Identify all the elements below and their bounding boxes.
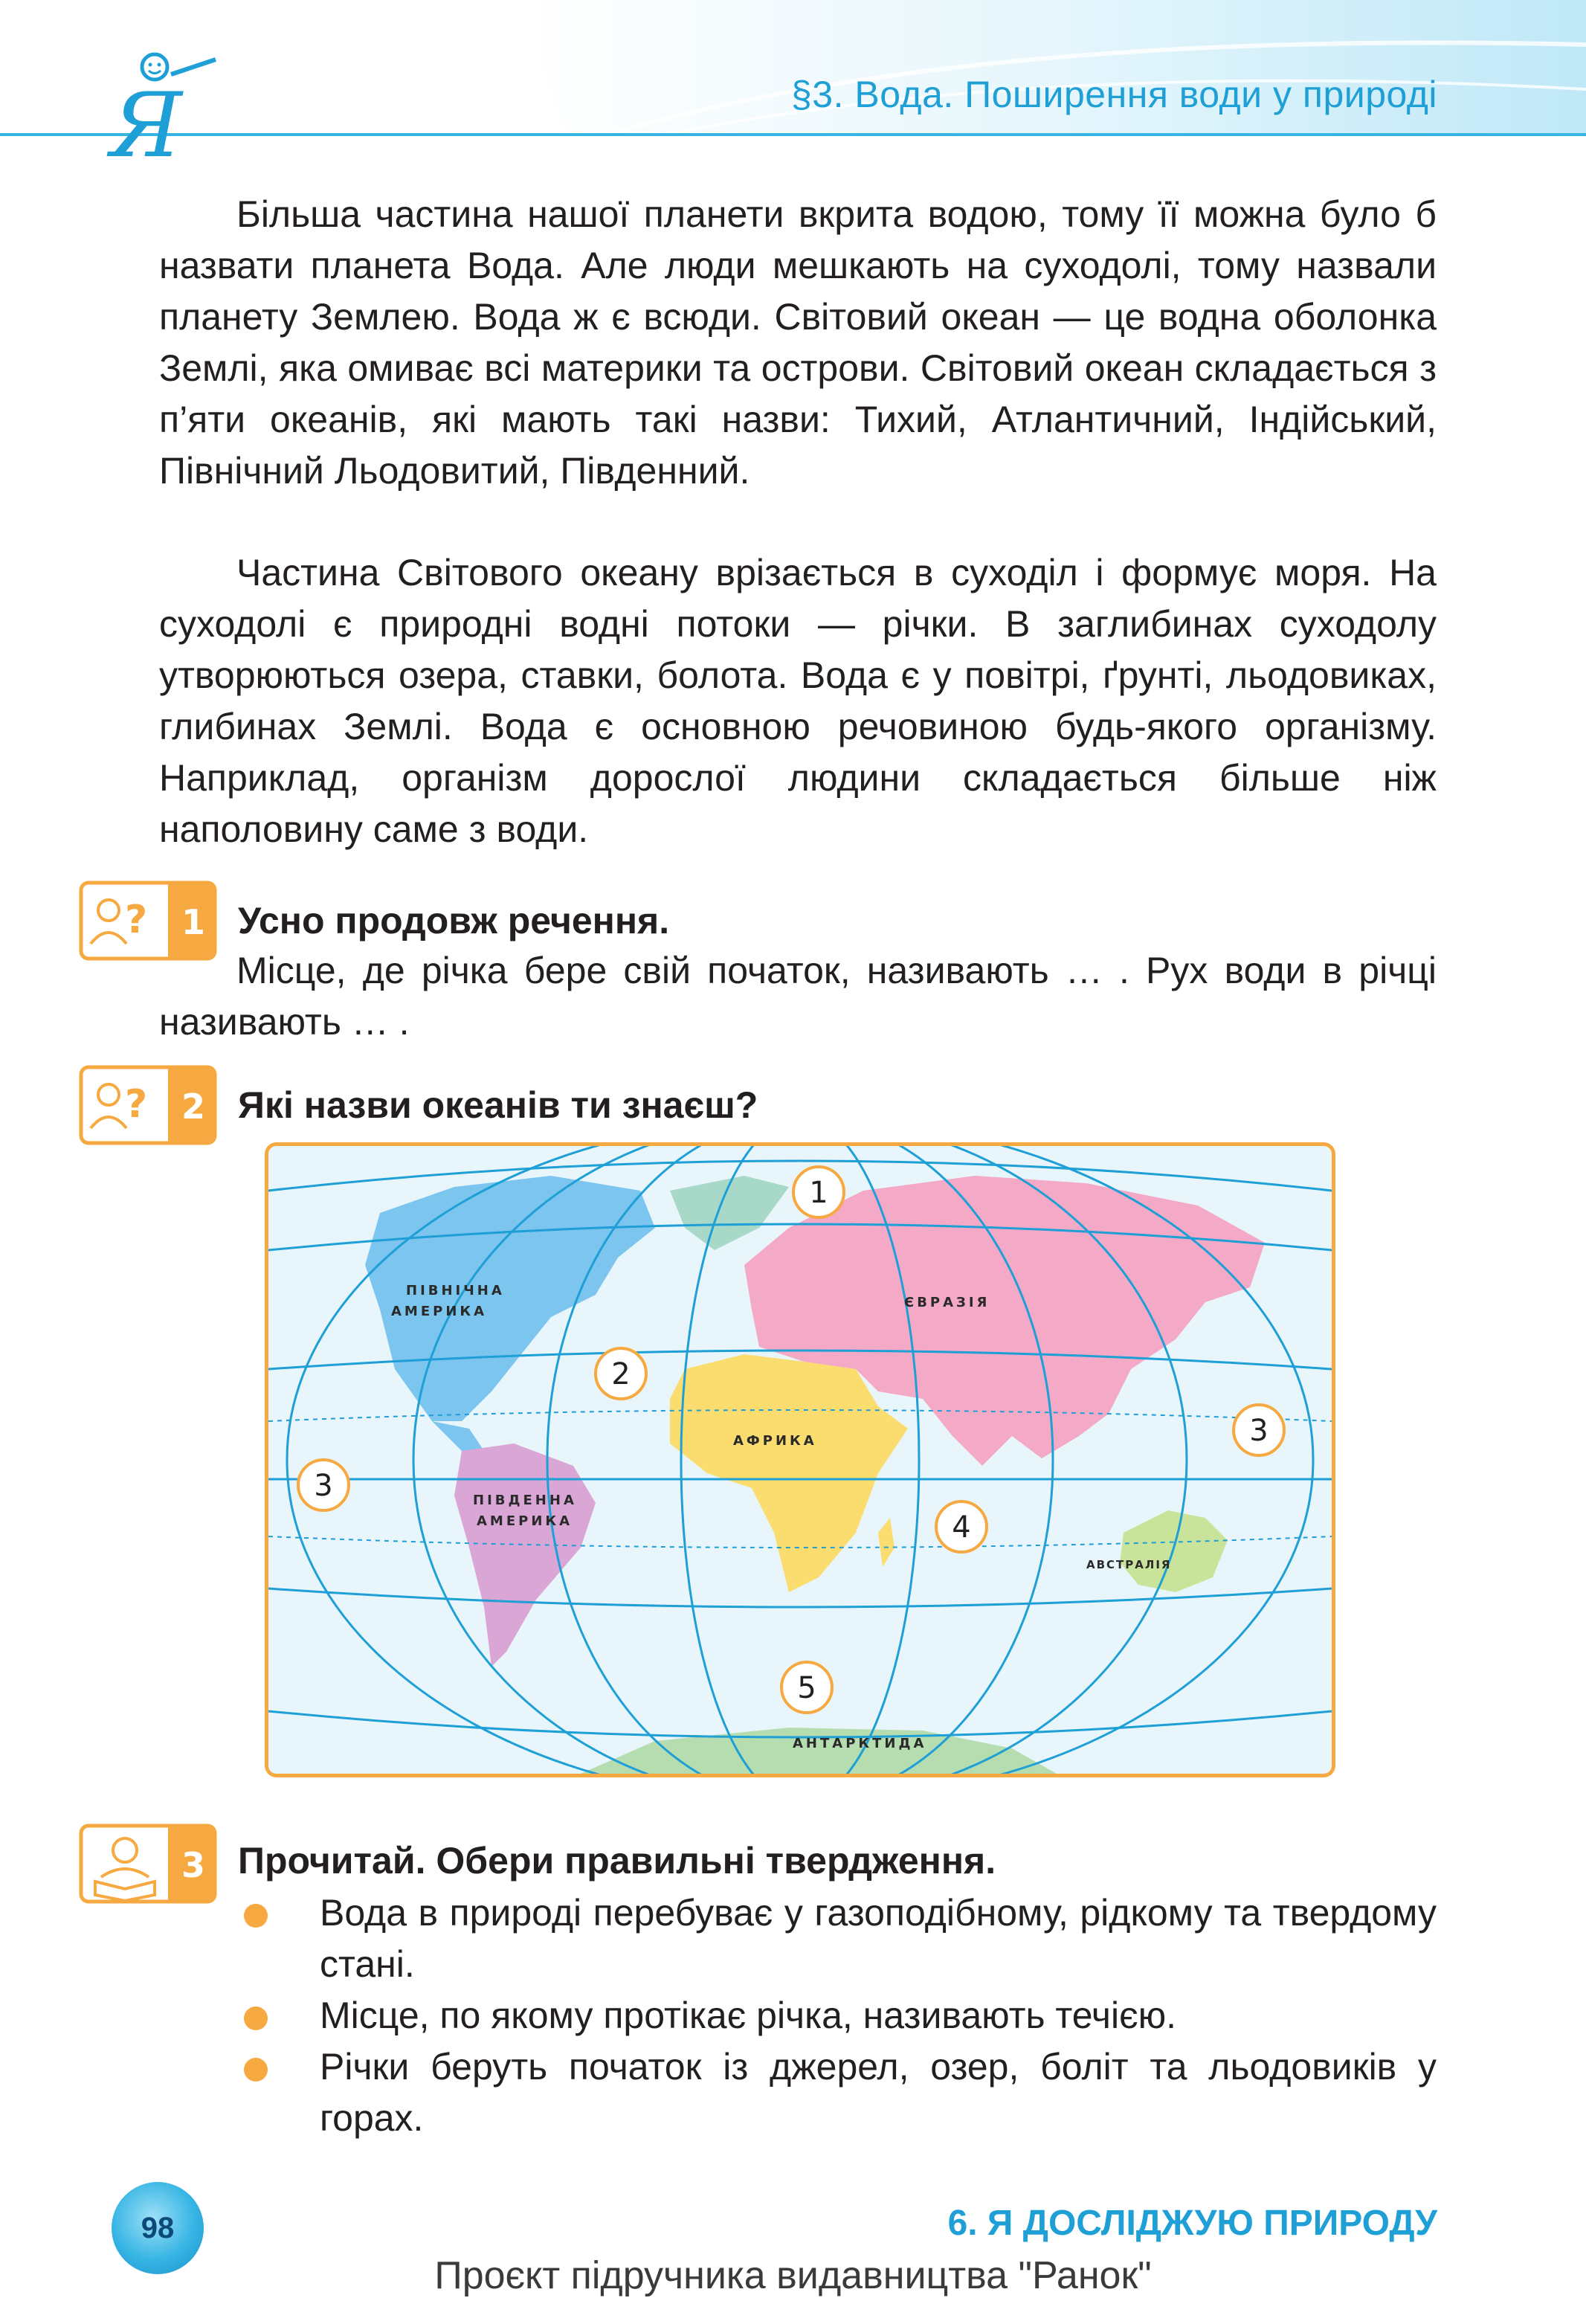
header-band xyxy=(0,0,1586,141)
label-north-america-1: ПІВНІЧНА xyxy=(406,1283,505,1298)
marker-5 xyxy=(781,1662,832,1713)
paragraph-1: Більша частина нашої планети вкрита водою, тому її можна було б назвати планета Вода. Але люди мешкають на суходолі, тому назвали планету Землею. Вода ж є всюди. Світовий океан — це водна оболонка Землі, яка омиває всі материки та острови. Світовий океан складається з п’яти океанів, які мають такі назви: Тихий, Атлантичний, Індійський, Північний Льодовитий, Південний. xyxy=(159,193,1437,492)
statement-item[interactable]: Річки беруть початок із джерел, озер, боліт та льодовиків у горах. xyxy=(238,2041,1437,2144)
svg-text:2: 2 xyxy=(181,1087,206,1127)
task-2-icon xyxy=(79,1065,217,1145)
label-eurasia: ЄВРАЗІЯ xyxy=(904,1295,990,1310)
world-map-svg xyxy=(268,1146,1332,1774)
marker-1 xyxy=(793,1167,844,1217)
svg-text:?: ? xyxy=(125,898,148,942)
svg-text:1: 1 xyxy=(809,1176,828,1210)
svg-text:3: 3 xyxy=(314,1469,333,1503)
logo xyxy=(104,45,223,164)
marker-3-left xyxy=(298,1460,349,1510)
task-3-icon xyxy=(79,1824,217,1904)
marker-2 xyxy=(596,1348,646,1399)
page-number: 98 xyxy=(112,2182,204,2274)
chapter-title: 6. Я ДОСЛІДЖУЮ ПРИРОДУ xyxy=(947,2204,1437,2243)
task-1-text: Місце, де річка бере свій початок, називають … . Рух води в річці називають … . xyxy=(159,950,1437,1043)
bullet-icon xyxy=(244,2006,268,2030)
label-africa: АФРИКА xyxy=(733,1433,817,1449)
world-map xyxy=(265,1142,1335,1777)
task-2-title: Які назви океанів ти знаєш? xyxy=(238,1084,758,1126)
marker-4 xyxy=(936,1501,987,1552)
svg-text:3: 3 xyxy=(181,1845,206,1885)
svg-text:?: ? xyxy=(125,1082,148,1127)
statement-item[interactable]: Вода в природі перебуває у газоподібному, рідкому та твердому стані. xyxy=(238,1887,1437,1990)
svg-text:4: 4 xyxy=(952,1510,971,1545)
bullet-icon xyxy=(244,1904,268,1928)
svg-text:3: 3 xyxy=(1249,1414,1269,1448)
task-3-title: Прочитай. Обери правильні твердження. xyxy=(238,1840,996,1882)
task-1-title: Усно продовж речення. xyxy=(238,900,670,941)
paragraph-2: Частина Світового океану врізається в суходіл і формує моря. На суходолі є природні водні потоки — річки. В заглибинах суходолу утворюються озера, ставки, болота. Вода є у повітрі, ґрунті, льодовиках, глибинах Землі. Вода є основною речовиною будь-якого організму. Наприклад, організм дорослої людини складається більше ніж наполовину саме з води. xyxy=(159,552,1437,850)
svg-text:2: 2 xyxy=(611,1357,631,1391)
svg-text:1: 1 xyxy=(181,902,206,942)
svg-text:Я: Я xyxy=(110,74,182,164)
footer-note: Проєкт підручника видавництва "Ранок" xyxy=(434,2254,1152,2297)
label-north-america-2: АМЕРИКА xyxy=(391,1304,488,1319)
section-title: §3. Вода. Поширення води у природі xyxy=(790,74,1437,115)
bullet-icon xyxy=(244,2058,268,2082)
marker-3-right xyxy=(1234,1405,1284,1455)
label-antarctica: АНТАРКТИДА xyxy=(793,1736,927,1751)
statement-item[interactable]: Місце, по якому протікає річка, називають течією. xyxy=(238,1990,1437,2041)
label-south-america-2: АМЕРИКА xyxy=(477,1513,573,1529)
task-3-statements xyxy=(238,1887,1437,2144)
label-australia: АВСТРАЛІЯ xyxy=(1086,1558,1172,1571)
label-south-america-1: ПІВДЕННА xyxy=(473,1493,577,1508)
svg-text:5: 5 xyxy=(797,1671,816,1705)
